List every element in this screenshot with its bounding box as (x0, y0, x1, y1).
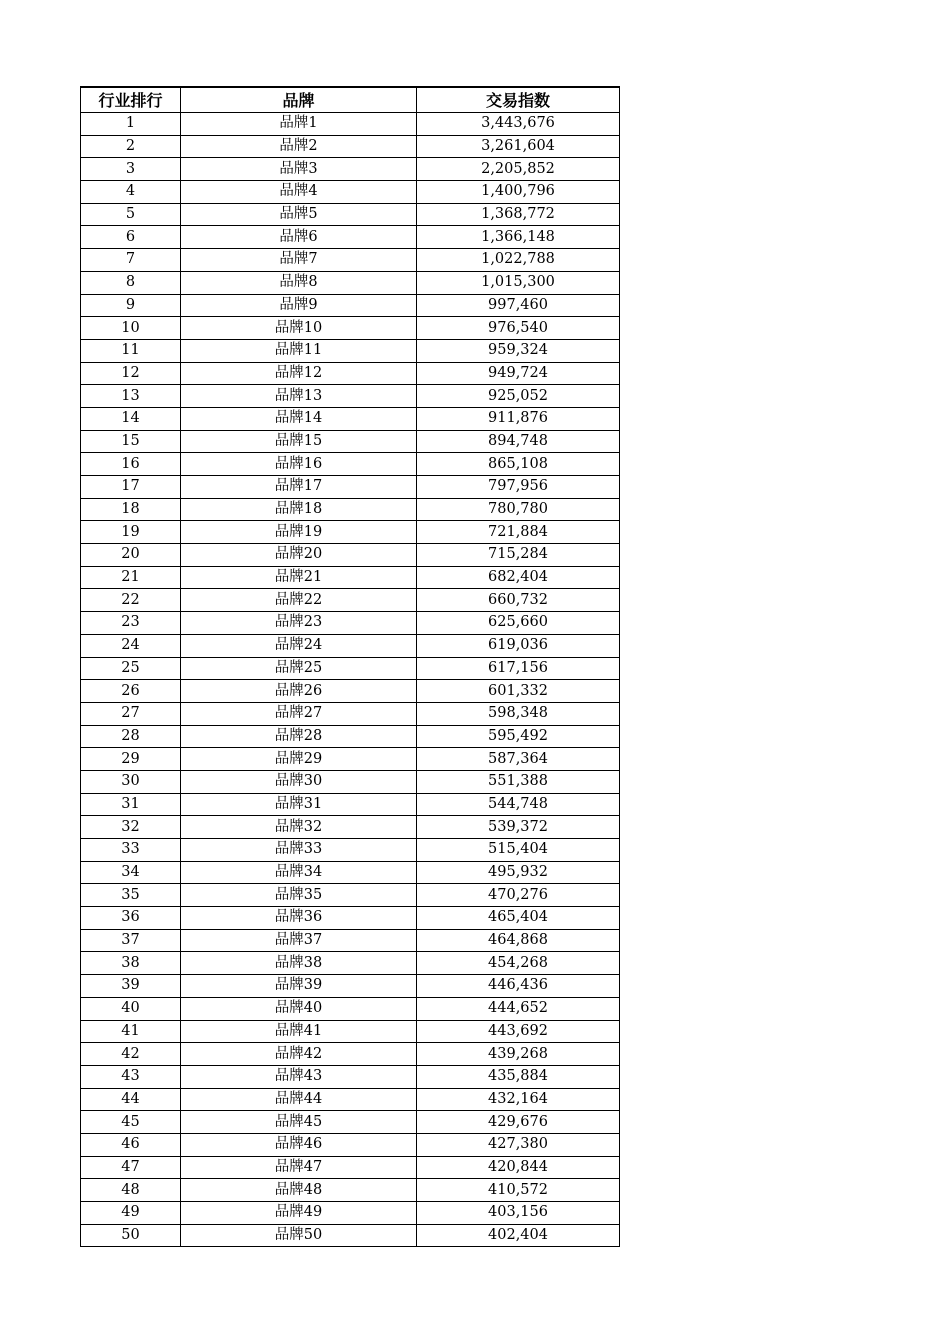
cell-index: 598,348 (417, 702, 620, 725)
cell-brand: 品牌40 (181, 997, 417, 1020)
table-row (81, 952, 620, 975)
table-row (81, 657, 620, 680)
table-row (81, 770, 620, 793)
cell-index: 1,400,796 (417, 181, 620, 204)
table-row (81, 158, 620, 181)
table-row (81, 544, 620, 567)
cell-rank: 45 (81, 1111, 181, 1134)
cell-brand: 品牌20 (181, 544, 417, 567)
cell-brand: 品牌12 (181, 362, 417, 385)
cell-rank: 8 (81, 271, 181, 294)
cell-rank: 4 (81, 181, 181, 204)
table-row (81, 1179, 620, 1202)
table-row (81, 702, 620, 725)
cell-rank: 49 (81, 1202, 181, 1225)
cell-rank: 36 (81, 907, 181, 930)
cell-brand: 品牌8 (181, 271, 417, 294)
cell-rank: 16 (81, 453, 181, 476)
cell-brand: 品牌34 (181, 861, 417, 884)
table-row (81, 861, 620, 884)
cell-index: 544,748 (417, 793, 620, 816)
cell-rank: 40 (81, 997, 181, 1020)
cell-rank: 19 (81, 521, 181, 544)
cell-brand: 品牌13 (181, 385, 417, 408)
table-row (81, 271, 620, 294)
cell-rank: 3 (81, 158, 181, 181)
cell-rank: 22 (81, 589, 181, 612)
cell-index: 446,436 (417, 975, 620, 998)
cell-rank: 30 (81, 770, 181, 793)
table-row (81, 385, 620, 408)
cell-index: 894,748 (417, 430, 620, 453)
cell-brand: 品牌35 (181, 884, 417, 907)
cell-index: 464,868 (417, 929, 620, 952)
table-row (81, 907, 620, 930)
cell-brand: 品牌49 (181, 1202, 417, 1225)
cell-index: 721,884 (417, 521, 620, 544)
table-row (81, 362, 620, 385)
cell-brand: 品牌21 (181, 566, 417, 589)
cell-rank: 6 (81, 226, 181, 249)
brand-ranking-table (80, 86, 620, 1247)
table-row (81, 249, 620, 272)
table-row (81, 884, 620, 907)
cell-rank: 31 (81, 793, 181, 816)
cell-brand: 品牌31 (181, 793, 417, 816)
cell-brand: 品牌18 (181, 498, 417, 521)
cell-index: 410,572 (417, 1179, 620, 1202)
cell-brand: 品牌4 (181, 181, 417, 204)
table-row (81, 566, 620, 589)
cell-rank: 9 (81, 294, 181, 317)
cell-index: 997,460 (417, 294, 620, 317)
table-row (81, 294, 620, 317)
cell-brand: 品牌24 (181, 634, 417, 657)
cell-index: 454,268 (417, 952, 620, 975)
table-row (81, 793, 620, 816)
cell-rank: 11 (81, 339, 181, 362)
table-row (81, 135, 620, 158)
table-row (81, 816, 620, 839)
cell-index: 595,492 (417, 725, 620, 748)
header-row (81, 87, 620, 113)
cell-index: 1,022,788 (417, 249, 620, 272)
cell-rank: 7 (81, 249, 181, 272)
cell-index: 797,956 (417, 476, 620, 499)
cell-rank: 24 (81, 634, 181, 657)
cell-rank: 21 (81, 566, 181, 589)
cell-rank: 32 (81, 816, 181, 839)
cell-rank: 26 (81, 680, 181, 703)
cell-brand: 品牌50 (181, 1224, 417, 1247)
cell-rank: 15 (81, 430, 181, 453)
table-row (81, 1224, 620, 1247)
cell-rank: 48 (81, 1179, 181, 1202)
table-row (81, 929, 620, 952)
cell-rank: 2 (81, 135, 181, 158)
cell-brand: 品牌3 (181, 158, 417, 181)
cell-index: 619,036 (417, 634, 620, 657)
cell-index: 1,368,772 (417, 203, 620, 226)
cell-rank: 10 (81, 317, 181, 340)
cell-brand: 品牌44 (181, 1088, 417, 1111)
cell-index: 515,404 (417, 839, 620, 862)
cell-index: 780,780 (417, 498, 620, 521)
table-row (81, 1133, 620, 1156)
cell-brand: 品牌22 (181, 589, 417, 612)
cell-brand: 品牌25 (181, 657, 417, 680)
table-row (81, 1088, 620, 1111)
cell-rank: 29 (81, 748, 181, 771)
table-row (81, 317, 620, 340)
cell-index: 429,676 (417, 1111, 620, 1134)
cell-index: 976,540 (417, 317, 620, 340)
cell-brand: 品牌32 (181, 816, 417, 839)
cell-index: 443,692 (417, 1020, 620, 1043)
table-row (81, 498, 620, 521)
table-row (81, 1043, 620, 1066)
cell-brand: 品牌7 (181, 249, 417, 272)
cell-rank: 1 (81, 113, 181, 136)
table-row (81, 476, 620, 499)
cell-index: 911,876 (417, 407, 620, 430)
cell-index: 470,276 (417, 884, 620, 907)
cell-brand: 品牌19 (181, 521, 417, 544)
cell-index: 465,404 (417, 907, 620, 930)
cell-index: 3,443,676 (417, 113, 620, 136)
cell-rank: 41 (81, 1020, 181, 1043)
table-row (81, 839, 620, 862)
cell-index: 587,364 (417, 748, 620, 771)
cell-brand: 品牌46 (181, 1133, 417, 1156)
cell-index: 3,261,604 (417, 135, 620, 158)
cell-index: 402,404 (417, 1224, 620, 1247)
cell-rank: 35 (81, 884, 181, 907)
cell-index: 435,884 (417, 1065, 620, 1088)
cell-index: 959,324 (417, 339, 620, 362)
cell-brand: 品牌14 (181, 407, 417, 430)
table-row (81, 1111, 620, 1134)
cell-index: 439,268 (417, 1043, 620, 1066)
table-row (81, 1156, 620, 1179)
cell-brand: 品牌42 (181, 1043, 417, 1066)
cell-rank: 23 (81, 612, 181, 635)
cell-index: 551,388 (417, 770, 620, 793)
cell-rank: 38 (81, 952, 181, 975)
cell-rank: 33 (81, 839, 181, 862)
table-row (81, 1202, 620, 1225)
cell-rank: 44 (81, 1088, 181, 1111)
table-row (81, 997, 620, 1020)
cell-brand: 品牌6 (181, 226, 417, 249)
cell-brand: 品牌17 (181, 476, 417, 499)
table-row (81, 113, 620, 136)
cell-brand: 品牌1 (181, 113, 417, 136)
cell-index: 432,164 (417, 1088, 620, 1111)
cell-brand: 品牌11 (181, 339, 417, 362)
cell-brand: 品牌5 (181, 203, 417, 226)
cell-brand: 品牌36 (181, 907, 417, 930)
cell-brand: 品牌27 (181, 702, 417, 725)
cell-rank: 47 (81, 1156, 181, 1179)
cell-index: 444,652 (417, 997, 620, 1020)
header-rank: 行业排行 (81, 87, 181, 113)
cell-brand: 品牌29 (181, 748, 417, 771)
cell-brand: 品牌41 (181, 1020, 417, 1043)
cell-index: 495,932 (417, 861, 620, 884)
table-row (81, 1020, 620, 1043)
cell-index: 427,380 (417, 1133, 620, 1156)
cell-index: 925,052 (417, 385, 620, 408)
cell-index: 865,108 (417, 453, 620, 476)
cell-index: 403,156 (417, 1202, 620, 1225)
cell-index: 2,205,852 (417, 158, 620, 181)
cell-brand: 品牌9 (181, 294, 417, 317)
cell-brand: 品牌28 (181, 725, 417, 748)
table-row (81, 430, 620, 453)
table-body (81, 113, 620, 1247)
cell-brand: 品牌45 (181, 1111, 417, 1134)
table-row (81, 453, 620, 476)
cell-brand: 品牌37 (181, 929, 417, 952)
table-row (81, 748, 620, 771)
cell-rank: 14 (81, 407, 181, 430)
cell-index: 1,015,300 (417, 271, 620, 294)
table-row (81, 725, 620, 748)
cell-brand: 品牌48 (181, 1179, 417, 1202)
cell-brand: 品牌30 (181, 770, 417, 793)
header-brand: 品牌 (181, 87, 417, 113)
cell-rank: 13 (81, 385, 181, 408)
cell-rank: 43 (81, 1065, 181, 1088)
cell-rank: 5 (81, 203, 181, 226)
cell-brand: 品牌10 (181, 317, 417, 340)
cell-index: 682,404 (417, 566, 620, 589)
cell-brand: 品牌33 (181, 839, 417, 862)
header-index: 交易指数 (417, 87, 620, 113)
cell-index: 1,366,148 (417, 226, 620, 249)
table-row (81, 339, 620, 362)
cell-brand: 品牌23 (181, 612, 417, 635)
cell-rank: 25 (81, 657, 181, 680)
cell-rank: 50 (81, 1224, 181, 1247)
table-row (81, 1065, 620, 1088)
cell-brand: 品牌43 (181, 1065, 417, 1088)
cell-index: 949,724 (417, 362, 620, 385)
table-row (81, 407, 620, 430)
cell-index: 715,284 (417, 544, 620, 567)
cell-index: 660,732 (417, 589, 620, 612)
cell-brand: 品牌2 (181, 135, 417, 158)
cell-index: 420,844 (417, 1156, 620, 1179)
table-row (81, 975, 620, 998)
cell-rank: 46 (81, 1133, 181, 1156)
cell-brand: 品牌26 (181, 680, 417, 703)
cell-rank: 12 (81, 362, 181, 385)
cell-rank: 37 (81, 929, 181, 952)
table-row (81, 634, 620, 657)
table-row (81, 680, 620, 703)
cell-index: 601,332 (417, 680, 620, 703)
cell-brand: 品牌38 (181, 952, 417, 975)
cell-rank: 39 (81, 975, 181, 998)
cell-brand: 品牌47 (181, 1156, 417, 1179)
cell-rank: 18 (81, 498, 181, 521)
cell-rank: 28 (81, 725, 181, 748)
cell-rank: 17 (81, 476, 181, 499)
cell-index: 617,156 (417, 657, 620, 680)
cell-brand: 品牌16 (181, 453, 417, 476)
cell-rank: 20 (81, 544, 181, 567)
cell-rank: 42 (81, 1043, 181, 1066)
table-row (81, 612, 620, 635)
cell-index: 625,660 (417, 612, 620, 635)
cell-brand: 品牌39 (181, 975, 417, 998)
table-row (81, 181, 620, 204)
cell-rank: 27 (81, 702, 181, 725)
cell-brand: 品牌15 (181, 430, 417, 453)
table-row (81, 203, 620, 226)
table-row (81, 226, 620, 249)
table-row (81, 521, 620, 544)
table-row (81, 589, 620, 612)
cell-rank: 34 (81, 861, 181, 884)
cell-index: 539,372 (417, 816, 620, 839)
